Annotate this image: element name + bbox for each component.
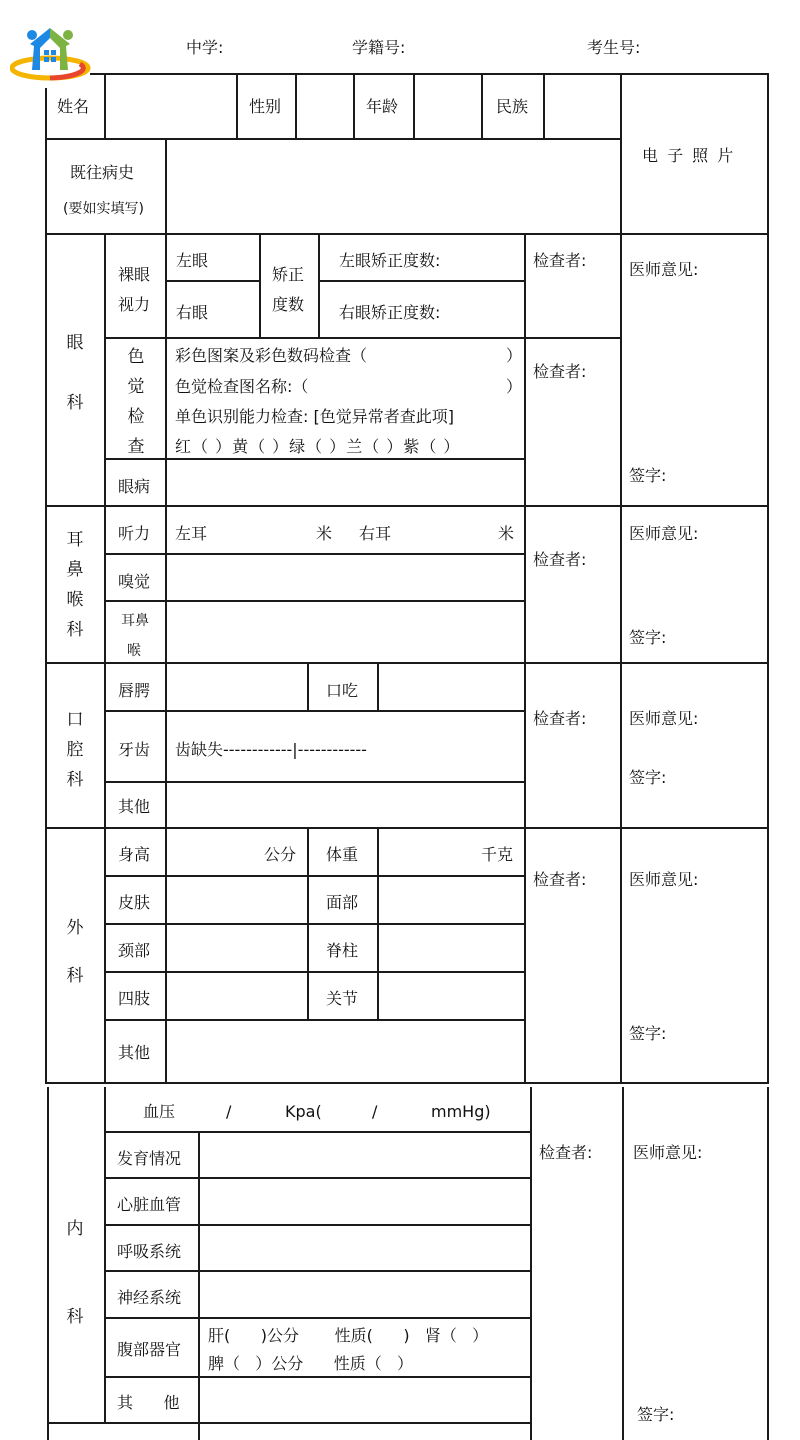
doctor-opinion-ent: 医师意见: [629, 524, 699, 543]
hearing-label: 听力 [118, 524, 151, 543]
photo-area[interactable] [622, 75, 767, 233]
doctor-opinion-internal: 医师意见: [633, 1143, 703, 1162]
doctor-opinion-oral: 医师意见: [629, 709, 699, 728]
history-field[interactable] [167, 140, 620, 233]
abdominal-label: 腹部器官 [117, 1340, 182, 1359]
development-label: 发育情况 [117, 1149, 182, 1168]
face-label: 面部 [326, 893, 359, 912]
close-paren-1: ） [506, 346, 523, 365]
naked-vision-label-1: 裸眼 [118, 265, 151, 284]
bp-slash-2: / [372, 1102, 378, 1121]
spine-label: 脊柱 [326, 941, 359, 960]
color-line-2: 色觉检查图名称:（ [175, 377, 309, 396]
examiner-ent: 检查者: [533, 550, 587, 569]
color-line-4: 红（ ）黄（ ）绿（ ）兰（ ）紫（ ） [175, 437, 461, 456]
surgery-other-field[interactable] [167, 1021, 524, 1082]
respiratory-label: 呼吸系统 [117, 1242, 182, 1261]
dept-ophthalmology: 眼 科 [66, 333, 84, 413]
gender-label: 性别 [249, 97, 282, 116]
school-label: 中学: [186, 38, 224, 57]
close-paren-2: ） [506, 377, 523, 396]
smell-label: 嗅觉 [118, 572, 151, 591]
left-ear-label: 左耳 [175, 524, 208, 543]
signature-eye: 签字: [629, 466, 667, 485]
doctor-opinion-eye: 医师意见: [629, 260, 699, 279]
height-label: 身高 [118, 845, 151, 864]
doctor-opinion-surgery: 医师意见: [629, 870, 699, 889]
ethnicity-label: 民族 [496, 97, 529, 116]
left-eye-label: 左眼 [176, 251, 209, 270]
age-field[interactable] [415, 75, 481, 138]
examiner-eye-2: 检查者: [533, 362, 587, 381]
joints-label: 关节 [326, 989, 359, 1008]
examiner-eye-1: 检查者: [533, 251, 587, 270]
student-id-label: 学籍号: [352, 38, 406, 57]
internal-other-field[interactable] [200, 1378, 530, 1422]
internal-other-label: 其 他 [117, 1393, 180, 1412]
right-eye-label: 右眼 [176, 303, 209, 322]
meter-unit-right: 米 [498, 524, 515, 543]
smell-field[interactable] [167, 555, 524, 600]
examiner-surgery: 检查者: [533, 870, 587, 889]
examiner-oral: 检查者: [533, 709, 587, 728]
stutter-label: 口吃 [326, 681, 359, 700]
age-label: 年龄 [366, 97, 399, 116]
bp-slash-1: / [226, 1102, 232, 1121]
signature-internal: 签字: [637, 1405, 675, 1424]
teeth-label: 牙齿 [118, 740, 151, 759]
dept-internal: 内 科 [66, 1219, 84, 1327]
missing-teeth-label: 齿缺失------------|------------ [175, 740, 367, 759]
photo-label: 电 子 照 片 [642, 146, 736, 165]
ent-item-label-1: 耳鼻 [121, 613, 149, 629]
cardio-label: 心脏血管 [117, 1195, 182, 1214]
dept-oral: 口 腔 科 [66, 710, 84, 790]
surgery-other-label: 其他 [118, 1043, 151, 1062]
ent-field[interactable] [167, 602, 524, 662]
examiner-internal: 检查者: [539, 1143, 593, 1162]
nervous-label: 神经系统 [117, 1288, 182, 1307]
ethnicity-field[interactable] [545, 75, 620, 138]
correction-label-1: 矫正 [272, 265, 305, 284]
left-correction-label: 左眼矫正度数: [339, 251, 441, 270]
oral-other-label: 其他 [118, 797, 151, 816]
dept-ent: 耳 鼻 喉 科 [66, 530, 84, 640]
abdominal-line-2: 脾（ ）公分 性质（ ） [208, 1354, 414, 1373]
neck-label: 颈部 [118, 941, 151, 960]
bp-mmhg: mmHg) [431, 1102, 491, 1121]
eye-disease-label: 眼病 [118, 477, 151, 496]
naked-vision-label-2: 视力 [118, 295, 151, 314]
right-ear-label: 右耳 [359, 524, 392, 543]
signature-oral: 签字: [629, 768, 667, 787]
exam-number-label: 考生号: [587, 38, 641, 57]
skin-label: 皮肤 [118, 893, 151, 912]
limbs-label: 四肢 [118, 989, 151, 1008]
eye-disease-field[interactable] [167, 460, 524, 505]
bp-label: 血压 [143, 1102, 176, 1121]
house-family-logo-icon [10, 22, 92, 82]
dept-surgery: 外 科 [66, 918, 84, 986]
name-field[interactable] [106, 75, 236, 138]
color-line-3: 单色识别能力检查: [色觉异常者查此项] [175, 407, 454, 426]
height-unit: 公分 [264, 845, 297, 864]
history-label: 既往病史 [70, 163, 135, 182]
weight-unit: 千克 [481, 845, 514, 864]
color-vision-label: 色 觉 检 查 [127, 347, 145, 457]
ent-item-label-2: 喉 [127, 643, 141, 659]
history-note: (要如实填写) [63, 201, 144, 217]
gender-field[interactable] [297, 75, 353, 138]
abdominal-line-1: 肝( )公分 性质( ) 肾（ ） [208, 1326, 489, 1345]
color-line-1: 彩色图案及彩色数码检查（ [175, 346, 368, 365]
meter-unit-left: 米 [316, 524, 333, 543]
signature-surgery: 签字: [629, 1024, 667, 1043]
weight-label: 体重 [326, 845, 359, 864]
bp-kpa: Kpa( [285, 1102, 322, 1121]
lip-palate-field[interactable] [167, 664, 307, 710]
oral-other-field[interactable] [167, 783, 524, 827]
lip-palate-label: 唇腭 [118, 681, 151, 700]
name-label: 姓名 [57, 97, 90, 116]
stutter-field[interactable] [379, 664, 524, 710]
right-correction-label: 右眼矫正度数: [339, 303, 441, 322]
correction-label-2: 度数 [272, 295, 305, 314]
signature-ent: 签字: [629, 628, 667, 647]
